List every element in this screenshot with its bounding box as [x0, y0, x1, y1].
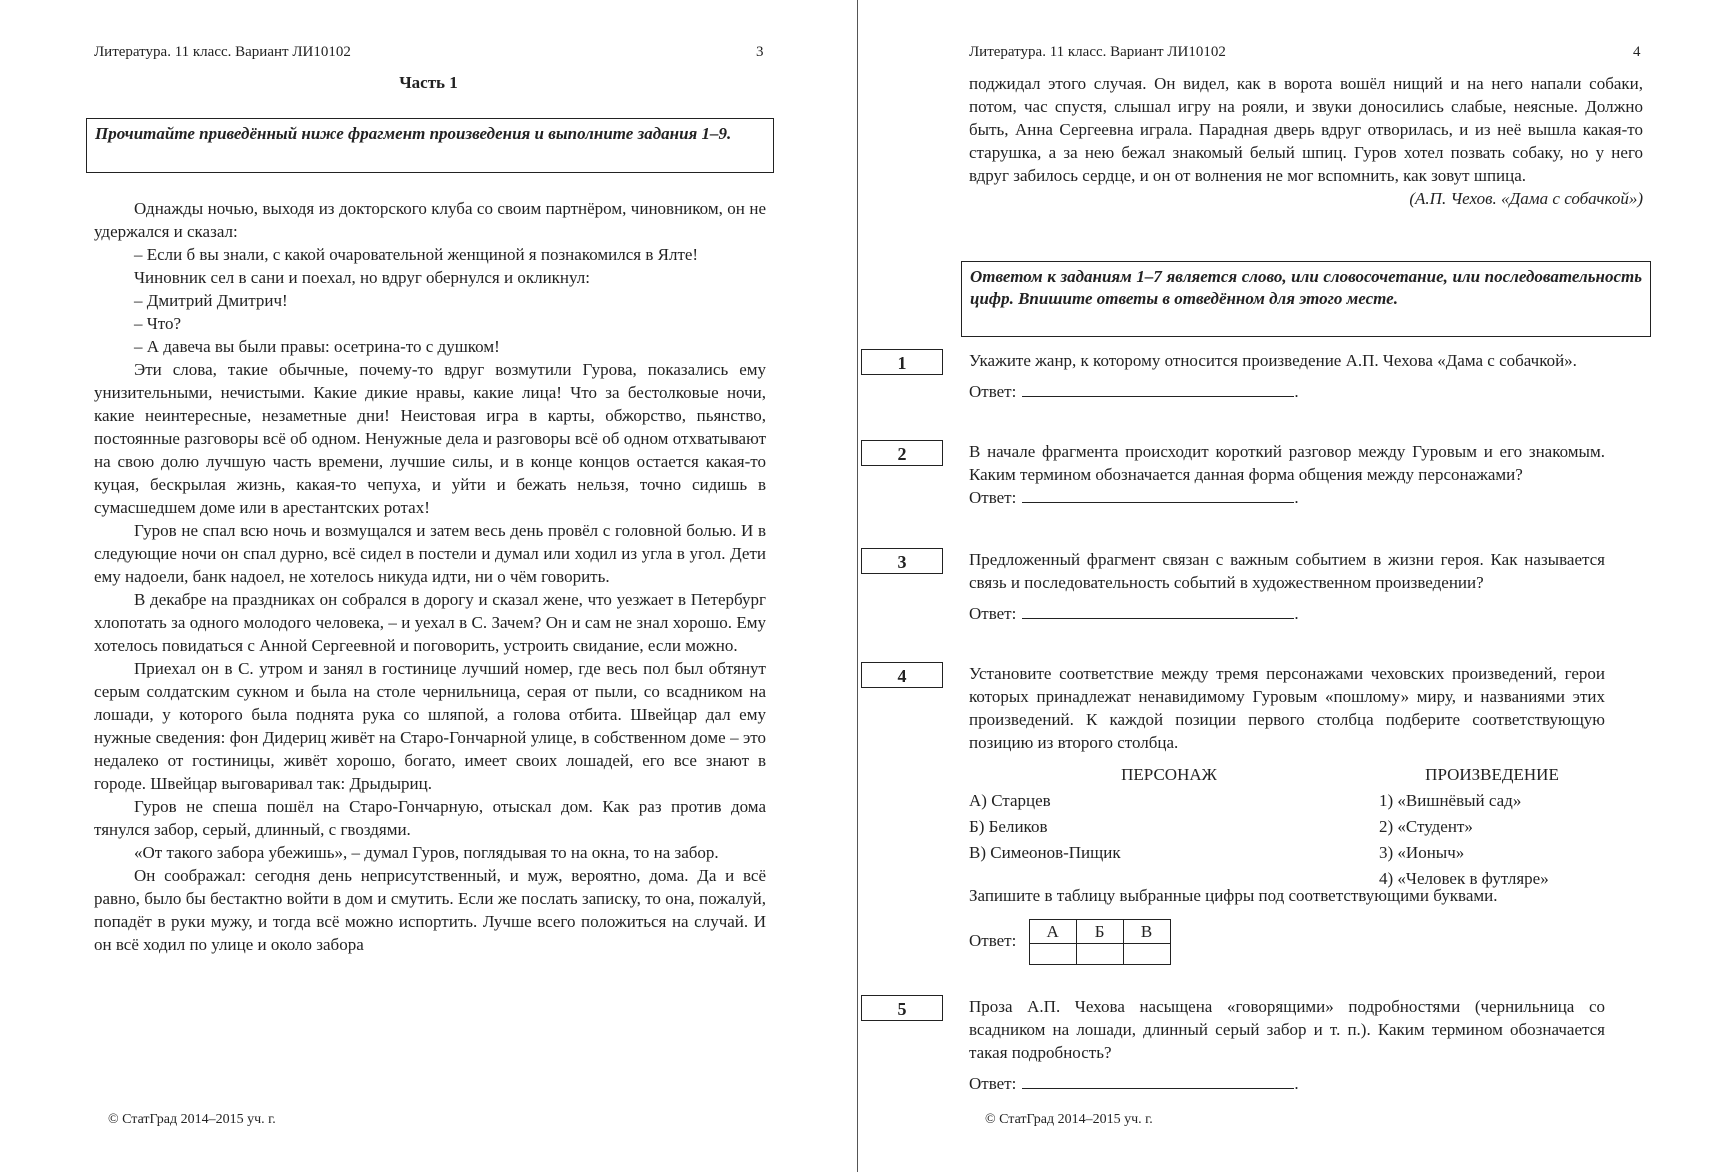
- paragraph: – Что?: [134, 314, 182, 333]
- page-header: Литература. 11 класс. Вариант ЛИ10102: [969, 44, 1226, 60]
- answer-label: Ответ:: [969, 488, 1017, 507]
- answer-row: Ответ: .: [969, 1074, 1299, 1093]
- task-number: 5: [861, 995, 943, 1021]
- paragraph: поджидал этого случая. Он видел, как в ворота вошёл нищий и на него напали собаки, потом, час спустя, слышал игру на рояли, и звуки доносились слабые, неясные. Должно быть, Анна Сергеевна играла. Парадная дверь вдруг отворилась, и из неё вышла какая-то старушка, а за нею бежал знакомый белый шпиц. Гуров хотел позвать собаку, но у него вдруг забилось сердце, и он от волнения не мог вспомнить, как зовут шпица.: [969, 74, 1643, 185]
- task-4: [897, 662, 1605, 965]
- character-item: Б) Беликов: [969, 817, 1048, 836]
- answer-label: Ответ:: [969, 930, 1017, 950]
- paragraph: Приехал он в С. утром и занял в гостинице лучший номер, где весь пол был обтянут серым солдатским сукном и была на столе чернильница, серая от пыли, со всадником на лошади, у которого была поднята рука со шляпой, а голова отбита. Швейцар дал ему нужные сведения: фон Дидериц живёт на Старо-Гончарной улице, в собственном доме – это недалеко от гостиницы, живёт хорошо, богато, имеет своих лошадей, его все знают в городе. Швейцар выговаривал так: Дрыдыриц.: [94, 659, 766, 793]
- answer-table-header: А: [1029, 920, 1076, 944]
- literary-fragment: [94, 197, 766, 956]
- part-title: Часть 1: [399, 73, 458, 92]
- page-number: 4: [1633, 44, 1641, 60]
- attribution: (А.П. Чехов. «Дама с собачкой»): [1409, 189, 1643, 208]
- answer-table: [1029, 919, 1171, 965]
- answer-label: Ответ:: [969, 1074, 1017, 1093]
- task-5: [897, 995, 1605, 1095]
- paragraph: – Если б вы знали, с какой очаровательной женщиной я познакомился в Ялте!: [134, 245, 699, 264]
- answer-field[interactable]: [1022, 486, 1294, 503]
- paragraph: Гуров не спеша пошёл на Старо-Гончарную, отыскал дом. Как раз против дома тянулся забор, серый, длинный, с гвоздями.: [94, 797, 766, 839]
- paragraph: В декабре на праздниках он собрался в дорогу и сказал жене, что уезжает в Петербург хлопотать за одного молодого человека, – и уехал в С. Зачем? Он и сам не знал хорошо. Ему хотелось повидаться с Анной Сергеевной и поговорить, устроить свидание, если можно.: [94, 590, 766, 655]
- answer-cell-v[interactable]: [1123, 944, 1170, 965]
- page-number: 3: [756, 44, 764, 60]
- answer-cell-a[interactable]: [1029, 944, 1076, 965]
- answer-cell-b[interactable]: [1076, 944, 1123, 965]
- paragraph: – А давеча вы были правы: осетрина-то с душком!: [134, 337, 500, 356]
- character-item: В) Симеонов-Пищик: [969, 843, 1121, 862]
- works-column: [1379, 762, 1605, 892]
- task-number: 4: [861, 662, 943, 688]
- answer-row: [969, 919, 1605, 965]
- paragraph: Гуров не спал всю ночь и возмущался и затем весь день провёл с головной болью. И в следующие ночи он спал дурно, всё сидел в постели и думал или ходил из угла в угол. Дети ему надоели, банк надоел, не хотелось никуда идти, ни о чём говорить.: [94, 521, 766, 586]
- task-question: Предложенный фрагмент связан с важным событием в жизни героя. Как называется связь и последовательность событий в художественном произведении?: [969, 550, 1605, 592]
- task-question: Установите соответствие между тремя персонажами чеховских произведений, герои которых принадлежат ненавидимому Гуровым «пошлому» миру, и названиями этих произведений. К каждой позиции первого столбца подберите соответствующую позицию из второго столбца.: [969, 664, 1605, 752]
- column-header: ПРОИЗВЕДЕНИЕ: [1425, 765, 1559, 784]
- task-number: 2: [861, 440, 943, 466]
- characters-column: [969, 762, 1369, 866]
- work-item: 4) «Человек в футляре»: [1379, 869, 1549, 888]
- task-1: [897, 349, 1605, 403]
- page-footer: © СтатГрад 2014–2015 уч. г.: [985, 1112, 1153, 1127]
- answer-table-header: В: [1123, 920, 1170, 944]
- task-question: Укажите жанр, к которому относится произведение А.П. Чехова «Дама с собачкой».: [969, 351, 1577, 370]
- answer-row: Ответ: .: [969, 382, 1299, 401]
- answer-field[interactable]: [1022, 1072, 1294, 1089]
- answer-field[interactable]: [1022, 602, 1294, 619]
- task-question: В начале фрагмента происходит короткий разговор между Гуровым и его знакомым. Каким термином обозначается данная форма общения между персонажами?: [969, 442, 1605, 484]
- work-item: 3) «Ионыч»: [1379, 843, 1465, 862]
- answer-table-header: Б: [1076, 920, 1123, 944]
- paragraph: «От такого забора убежишь», – думал Гуров, поглядывая то на окна, то на забор.: [134, 843, 719, 862]
- page-divider: [857, 0, 858, 1172]
- work-item: 1) «Вишнёвый сад»: [1379, 791, 1522, 810]
- right-page: [859, 0, 1712, 1172]
- answer-label: Ответ:: [969, 604, 1017, 623]
- page-footer: © СтатГрад 2014–2015 уч. г.: [108, 1112, 276, 1127]
- paragraph: Однажды ночью, выходя из докторского клуба со своим партнёром, чиновником, он не удержался и сказал:: [94, 199, 766, 241]
- instruction-box: Прочитайте приведённый ниже фрагмент произведения и выполните задания 1–9.: [86, 118, 774, 173]
- column-header: ПЕРСОНАЖ: [1121, 765, 1217, 784]
- task-question: Проза А.П. Чехова насыщена «говорящими» подробностями (чернильница со всадником на лошади, длинный серый забор и т. п.). Каким термином обозначается такая подробность?: [969, 997, 1605, 1062]
- paragraph: Чиновник сел в сани и поехал, но вдруг обернулся и окликнул:: [134, 268, 590, 287]
- paragraph: – Дмитрий Дмитрич!: [134, 291, 288, 310]
- work-item: 2) «Студент»: [1379, 817, 1473, 836]
- fragment-continuation: [969, 72, 1643, 210]
- matching-columns: [969, 762, 1605, 888]
- answer-row: Ответ: .: [969, 604, 1299, 623]
- page-header: Литература. 11 класс. Вариант ЛИ10102: [94, 44, 351, 60]
- task-3: [897, 548, 1605, 625]
- task-number: 1: [861, 349, 943, 375]
- task-number: 3: [861, 548, 943, 574]
- answer-label: Ответ:: [969, 382, 1017, 401]
- paragraph: Он соображал: сегодня день неприсутственный, и муж, вероятно, дома. Да и всё равно, было бы бестактно войти в дом и смутить. Если же послать записку, то она, пожалуй, попадёт в руки мужу, и тогда всё можно испортить. Лучше всего положиться на случай. И он всё ходил по улице и около забора: [94, 866, 766, 954]
- character-item: А) Старцев: [969, 791, 1051, 810]
- table-instruction: Запишите в таблицу выбранные цифры под соответствующими буквами.: [969, 886, 1498, 905]
- answer-field[interactable]: [1022, 380, 1294, 397]
- task-2: [897, 440, 1605, 509]
- instruction-box: Ответом к заданиям 1–7 является слово, или словосочетание, или последовательность цифр. Впишите ответы в отведённом для этого месте.: [961, 261, 1651, 337]
- answer-row: Ответ: .: [969, 488, 1299, 507]
- paragraph: Эти слова, такие обычные, почему-то вдруг возмутили Гурова, показались ему унизительными, нечистыми. Какие дикие нравы, какие лица! Что за бестолковые ночи, какие неинтересные, незаметные дни! Неистовая игра в карты, обжорство, пьянство, постоянные разговоры всё об одном. Ненужные дела и разговоры всё об одном отхватывают на свою долю лучшую часть времени, лучшие силы, и в конце концов остается какая-то куцая, бескрылая жизнь, какая-то чепуха, и уйти и бежать нельзя, точно сидишь в сумасшедшем доме или в арестантских ротах!: [94, 360, 766, 517]
